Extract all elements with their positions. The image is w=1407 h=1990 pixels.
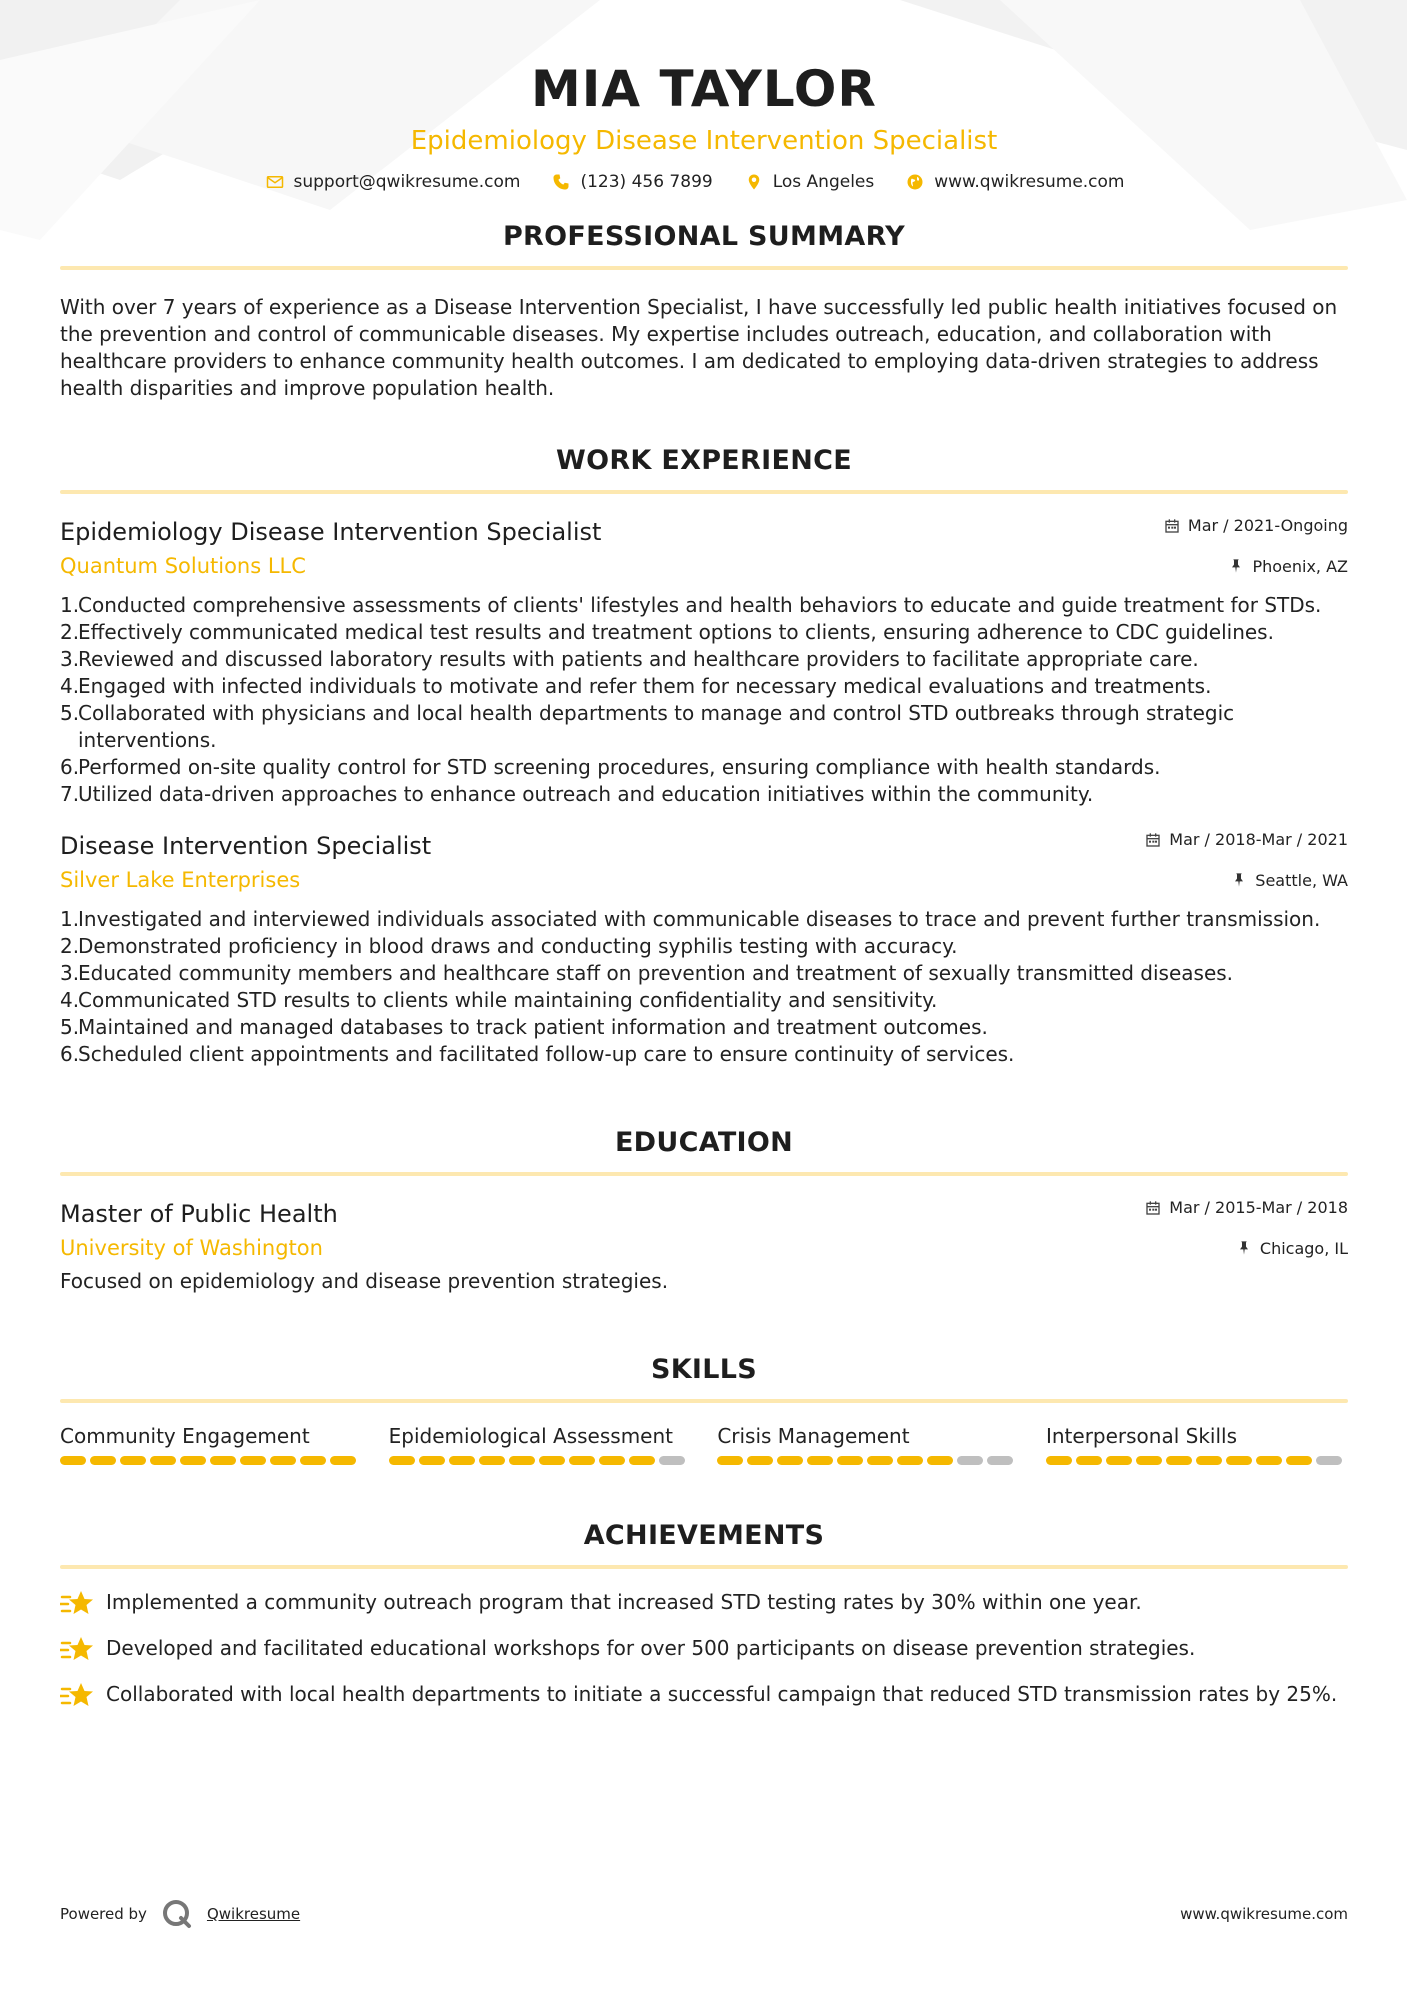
contact-location	[745, 172, 875, 192]
list-item	[60, 1014, 1348, 1041]
job-date	[1145, 830, 1348, 849]
skill-level-segment	[1136, 1456, 1162, 1465]
jobs-list	[60, 516, 1348, 1068]
calendar-icon	[1145, 1200, 1161, 1216]
list-item-text: Utilized data-driven approaches to enhance outreach and education initiatives within the community.	[78, 782, 1094, 806]
list-number: 4.	[60, 674, 80, 698]
list-item-text: Maintained and managed databases to track patient information and treatment outcomes.	[78, 1015, 988, 1039]
candidate-name: MIA TAYLOR	[531, 60, 877, 118]
achievements-list	[60, 1589, 1348, 1711]
section-divider	[60, 1399, 1348, 1403]
skill-level-segment	[330, 1456, 356, 1465]
footer-branding	[60, 1898, 300, 1930]
calendar-icon	[1164, 518, 1180, 534]
skill-level-segment	[837, 1456, 863, 1465]
skill-level-segment	[509, 1456, 535, 1465]
section-divider	[60, 1565, 1348, 1569]
contact-location-text: Los Angeles	[772, 172, 875, 192]
list-number: 2.	[60, 620, 80, 644]
skill-item	[60, 1423, 362, 1465]
skill-level-segment	[539, 1456, 565, 1465]
skill-name: Interpersonal Skills	[1045, 1424, 1238, 1448]
contact-email[interactable]	[266, 172, 521, 192]
list-item-text: Conducted comprehensive assessments of clients' lifestyles and health behaviors to educate and guide treatment for STDs.	[78, 593, 1322, 617]
job-title: Epidemiology Disease Intervention Specialist	[60, 518, 602, 546]
skill-level-segment	[150, 1456, 176, 1465]
skill-level-segment	[747, 1456, 773, 1465]
skill-level-bar	[389, 1456, 691, 1465]
skill-level-segment	[569, 1456, 595, 1465]
skill-level-segment	[599, 1456, 625, 1465]
job-location-text: Phoenix, AZ	[1252, 556, 1348, 576]
pushpin-icon	[1228, 558, 1244, 574]
list-number: 5.	[60, 1015, 80, 1039]
skill-item	[389, 1423, 691, 1465]
job-entry	[60, 830, 1348, 1068]
skill-level-segment	[1196, 1456, 1222, 1465]
achievement-text: Implemented a community outreach program that increased STD testing rates by 30% within one year.	[106, 1590, 1142, 1614]
education-location-text: Chicago, IL	[1259, 1238, 1348, 1258]
education-entry	[60, 1198, 1348, 1295]
job-location-text: Seattle, WA	[1255, 870, 1348, 890]
list-number: 1.	[60, 593, 80, 617]
company-name: Quantum Solutions LLC	[60, 554, 306, 578]
list-item-text: Performed on-site quality control for STD screening procedures, ensuring compliance with health standards.	[78, 755, 1161, 779]
skill-level-segment	[957, 1456, 983, 1465]
list-item	[60, 906, 1348, 933]
list-item-text: Engaged with infected individuals to motivate and refer them for necessary medical evaluations and treatments.	[78, 674, 1212, 698]
list-item-text: Demonstrated proficiency in blood draws and conducting syphilis testing with accuracy.	[78, 934, 958, 958]
job-date-text: Mar / 2021-Ongoing	[1187, 516, 1348, 535]
contact-website[interactable]	[906, 172, 1124, 192]
work-heading: WORK EXPERIENCE	[556, 445, 852, 476]
skill-level-segment	[807, 1456, 833, 1465]
skill-level-bar	[717, 1456, 1019, 1465]
skill-level-segment	[1286, 1456, 1312, 1465]
education-date	[1145, 1198, 1348, 1217]
envelope-icon	[266, 173, 284, 191]
skill-level-segment	[1166, 1456, 1192, 1465]
skill-level-segment	[1106, 1456, 1132, 1465]
skill-level-segment	[479, 1456, 505, 1465]
skill-level-segment	[1046, 1456, 1072, 1465]
skill-level-segment	[1256, 1456, 1282, 1465]
candidate-title: Epidemiology Disease Intervention Specialist	[410, 126, 998, 156]
job-date-text: Mar / 2018-Mar / 2021	[1169, 830, 1348, 849]
contact-website-text: www.qwikresume.com	[934, 172, 1125, 192]
list-item	[60, 754, 1348, 781]
list-number: 1.	[60, 907, 80, 931]
skill-level-segment	[659, 1456, 685, 1465]
list-item	[60, 700, 1348, 754]
school-name: University of Washington	[60, 1236, 323, 1260]
skill-level-segment	[449, 1456, 475, 1465]
skill-level-segment	[90, 1456, 116, 1465]
contact-phone-text: (123) 456 7899	[580, 172, 713, 192]
resume-page	[60, 0, 1348, 1727]
skill-level-segment	[419, 1456, 445, 1465]
skill-level-segment	[60, 1456, 86, 1465]
skill-level-segment	[1316, 1456, 1342, 1465]
work-experience-section	[60, 444, 1348, 1068]
list-item	[60, 933, 1348, 960]
job-entry	[60, 516, 1348, 808]
skill-level-segment	[717, 1456, 743, 1465]
skill-level-bar	[1046, 1456, 1348, 1465]
skill-name: Crisis Management	[717, 1424, 910, 1448]
skill-name: Community Engagement	[60, 1424, 310, 1448]
skill-level-segment	[240, 1456, 266, 1465]
list-item-text: Educated community members and healthcare staff on prevention and treatment of sexually transmitted diseases.	[78, 961, 1234, 985]
section-divider	[60, 490, 1348, 494]
list-number: 5.	[60, 701, 80, 725]
pushpin-icon	[1231, 872, 1247, 888]
list-item-text: Collaborated with physicians and local health departments to manage and control STD outbreaks through strategic interventions.	[78, 701, 1235, 752]
star-icon	[60, 1589, 94, 1619]
job-title: Disease Intervention Specialist	[60, 832, 432, 860]
list-item-text: Reviewed and discussed laboratory results with patients and healthcare providers to facilitate appropriate care.	[78, 647, 1199, 671]
skill-level-segment	[210, 1456, 236, 1465]
summary-text: With over 7 years of experience as a Disease Intervention Specialist, I have successfully led public health initiatives focused on the prevention and control of communicable diseases. My expertise includes outreach, education, and collaboration with healthcare providers to enhance community health outcomes. I am dedicated to employing data-driven strategies to address health disparities and improve population health.	[60, 295, 1338, 400]
company-name: Silver Lake Enterprises	[60, 868, 301, 892]
phone-icon	[552, 173, 570, 191]
skill-level-segment	[120, 1456, 146, 1465]
section-divider	[60, 266, 1348, 270]
list-item	[60, 673, 1348, 700]
list-item	[60, 781, 1348, 808]
summary-section	[60, 220, 1348, 402]
list-item	[60, 646, 1348, 673]
footer-website[interactable]: www.qwikresume.com	[1180, 1905, 1348, 1923]
skills-grid	[60, 1423, 1348, 1465]
skill-level-segment	[389, 1456, 415, 1465]
globe-icon	[906, 173, 924, 191]
skill-name: Epidemiological Assessment	[388, 1424, 674, 1448]
skill-level-segment	[897, 1456, 923, 1465]
star-icon	[60, 1635, 94, 1665]
map-pin-icon	[745, 173, 763, 191]
degree-title: Master of Public Health	[60, 1200, 338, 1228]
skill-level-segment	[629, 1456, 655, 1465]
skill-level-segment	[1076, 1456, 1102, 1465]
job-bullets	[60, 592, 1348, 808]
resume-header	[60, 0, 1348, 192]
skill-level-segment	[1226, 1456, 1252, 1465]
contact-phone[interactable]	[552, 172, 712, 192]
list-item	[60, 619, 1348, 646]
education-heading: EDUCATION	[614, 1127, 794, 1158]
skill-level-segment	[300, 1456, 326, 1465]
contact-bar	[60, 172, 1348, 192]
powered-by-label: Powered by	[60, 1905, 147, 1923]
skills-section	[60, 1353, 1348, 1465]
list-item-text: Communicated STD results to clients while maintaining confidentiality and sensitivity.	[78, 988, 938, 1012]
achievement-item	[60, 1589, 1348, 1619]
job-bullets	[60, 906, 1348, 1068]
achievement-item	[60, 1635, 1348, 1665]
achievements-heading: ACHIEVEMENTS	[583, 1520, 825, 1551]
list-item	[60, 987, 1348, 1014]
skill-level-bar	[60, 1456, 362, 1465]
achievement-text: Developed and facilitated educational workshops for over 500 participants on disease prevention strategies.	[106, 1636, 1196, 1660]
calendar-icon	[1145, 832, 1161, 848]
list-item-text: Scheduled client appointments and facilitated follow-up care to ensure continuity of services.	[78, 1042, 1015, 1066]
skill-level-segment	[180, 1456, 206, 1465]
achievements-section	[60, 1519, 1348, 1711]
education-location	[1236, 1239, 1348, 1258]
list-item-text: Investigated and interviewed individuals associated with communicable diseases to trace and prevent further transmission.	[78, 907, 1321, 931]
pushpin-icon	[1236, 1240, 1252, 1256]
page-footer	[60, 1898, 1348, 1930]
contact-email-text: support@qwikresume.com	[293, 172, 521, 192]
list-number: 4.	[60, 988, 80, 1012]
section-divider	[60, 1172, 1348, 1176]
skill-level-segment	[987, 1456, 1013, 1465]
list-number: 3.	[60, 647, 80, 671]
list-item	[60, 592, 1348, 619]
list-number: 7.	[60, 782, 80, 806]
star-icon	[60, 1681, 94, 1711]
summary-heading: PROFESSIONAL SUMMARY	[502, 221, 906, 252]
skill-item	[1046, 1423, 1348, 1465]
achievement-text: Collaborated with local health departments to initiate a successful campaign that reduced STD transmission rates by 25%.	[106, 1682, 1338, 1706]
education-section	[60, 1126, 1348, 1295]
list-number: 6.	[60, 1042, 80, 1066]
qwikresume-logo-icon	[161, 1898, 193, 1930]
skill-level-segment	[867, 1456, 893, 1465]
skill-item	[717, 1423, 1019, 1465]
job-date	[1164, 516, 1348, 535]
skill-level-segment	[927, 1456, 953, 1465]
education-description: Focused on epidemiology and disease prevention strategies.	[60, 1269, 669, 1293]
list-number: 6.	[60, 755, 80, 779]
job-location	[1228, 557, 1348, 576]
skill-level-segment	[777, 1456, 803, 1465]
job-location	[1231, 871, 1348, 890]
list-number: 3.	[60, 961, 80, 985]
list-item	[60, 1041, 1348, 1068]
qwikresume-link[interactable]: Qwikresume	[206, 1905, 301, 1923]
list-item-text: Effectively communicated medical test results and treatment options to clients, ensuring adherence to CDC guidelines.	[78, 620, 1274, 644]
skill-level-segment	[270, 1456, 296, 1465]
list-item	[60, 960, 1348, 987]
achievement-item	[60, 1681, 1348, 1711]
education-date-text: Mar / 2015-Mar / 2018	[1169, 1198, 1348, 1217]
list-number: 2.	[60, 934, 80, 958]
skills-heading: SKILLS	[650, 1354, 758, 1385]
